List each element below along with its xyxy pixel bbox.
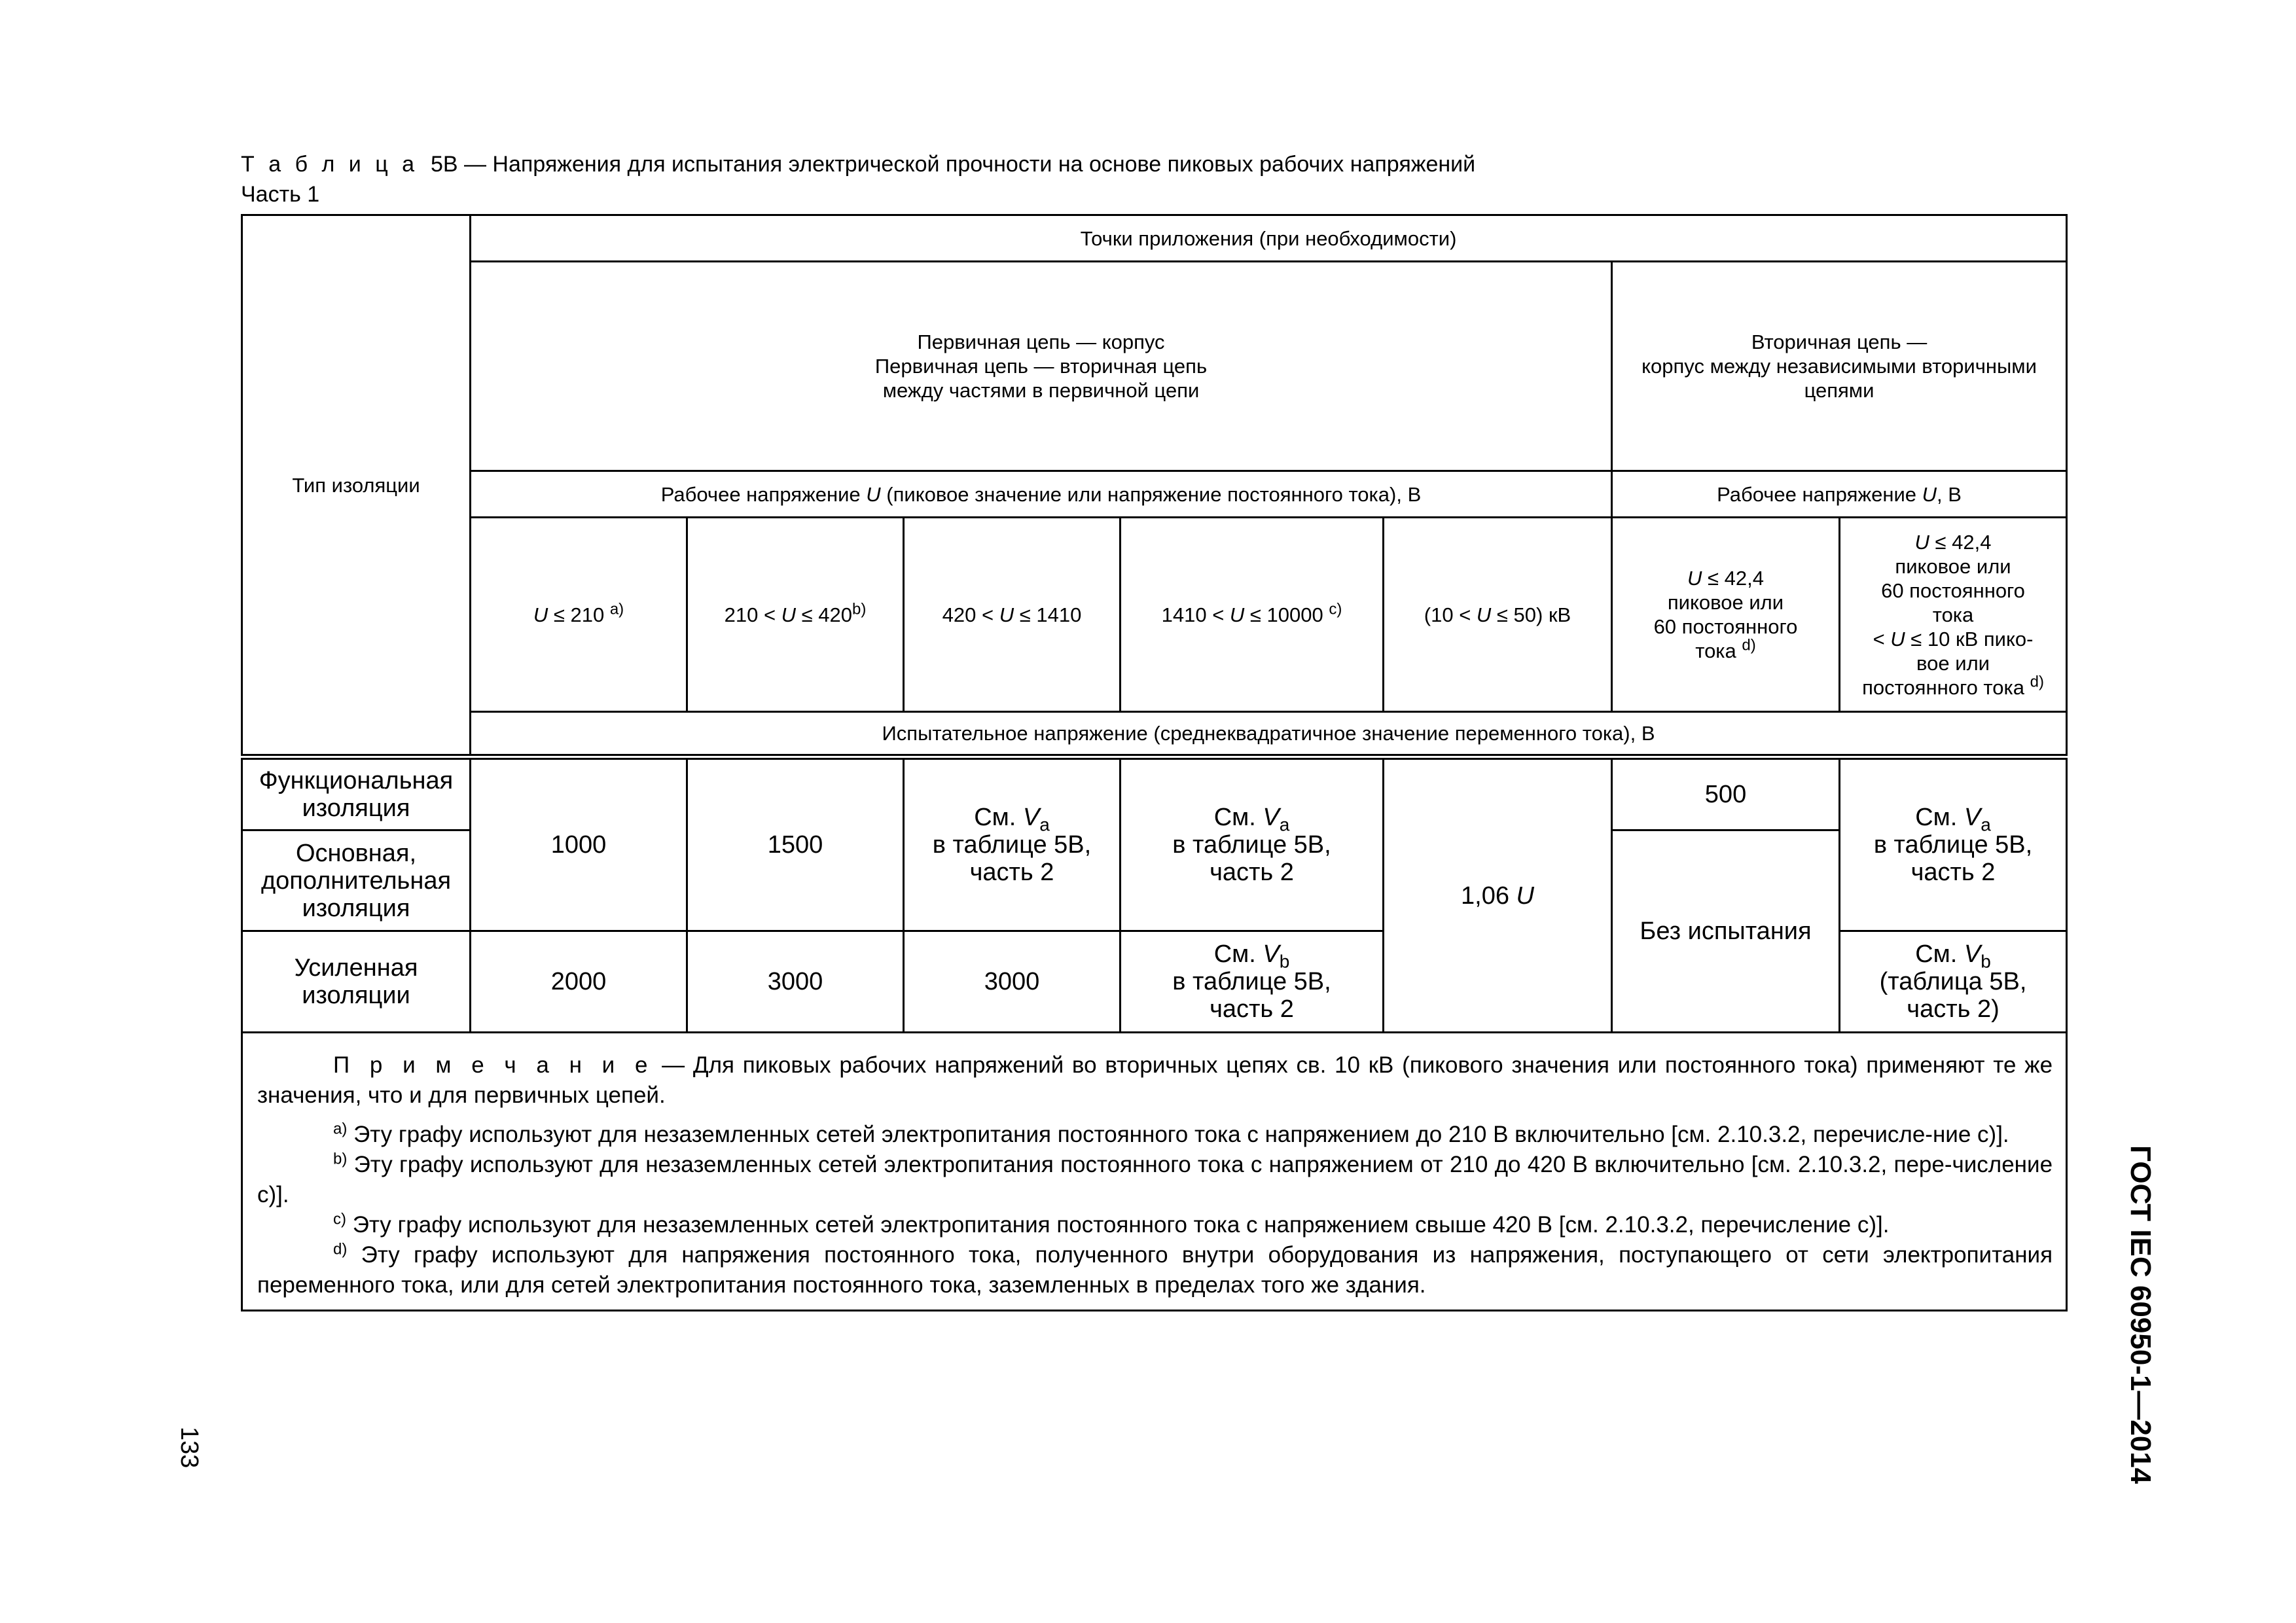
insulation-type-header: Тип изоляции: [242, 215, 471, 757]
document-standard-title: ГОСТ IEC 60950-1—2014: [2125, 1145, 2157, 1484]
range-210-420: $210 < U \le 420^{b)}$: [687, 518, 904, 712]
footnote-d: $^{d)}$ Эту графу используют для напряжения постоянного тока, полученного внутри оборудования из напряжения, поступающего от сети электропитания переменного тока, или для сетей электропитания постоянного тока, заземленных в пределах того же здания.: [257, 1240, 2053, 1298]
cell-see-va-3: См. $V_a$ в таблице 5В, часть 2: [1840, 757, 2067, 931]
range-420-1410: 420 < U ≤ 1410: [904, 518, 1121, 712]
table-notes: [242, 1033, 2067, 1311]
voltage-table: [241, 214, 2068, 1311]
primary-circuit-header: Первичная цепь — корпус Первичная цепь — вторичная цепь между частями в первичной цепи: [471, 262, 1612, 471]
note-main: П р и м е ч а н и е — Для пиковых рабочих напряжений во вторичных цепях св. 10 кВ (пикового значения или постоянного тока) применяют те же значения, что и для первичных цепей.: [257, 1052, 2053, 1108]
row-basic-label: Основная, дополнительная изоляция: [242, 830, 471, 931]
range-10-50-kv: (10 < U ≤ 50) кВ: [1384, 518, 1612, 712]
row-functional-label: Функциональная изоляция: [242, 757, 471, 830]
cell-1000: 1000: [471, 757, 687, 931]
cell-3000-b: 3000: [904, 931, 1121, 1033]
cell-see-va-2: См. $V_a$ в таблице 5В, часть 2: [1121, 757, 1384, 931]
table-caption: [241, 149, 1475, 209]
table-title: 5В — Напряжения для испытания электрической прочности на основе пиковых рабочих напряжений: [430, 152, 1476, 177]
cell-500: 500: [1612, 757, 1840, 830]
range-u-210: U ≤ 210 $^{a)}$: [471, 518, 687, 712]
working-voltage-primary: Рабочее напряжение U (пиковое значение или напряжение постоянного тока), В: [471, 471, 1612, 518]
table-word: Т а б л и ц а: [241, 152, 419, 177]
cell-see-va-1: См. $V_a$ в таблице 5В, часть 2: [904, 757, 1121, 931]
table-part: Часть 1: [241, 182, 320, 207]
row-reinforced-label: Усиленная изоляции: [242, 931, 471, 1033]
range-secondary-10kv: U ≤ 42,4 пиковое или 60 постоянного тока < U ≤ 10 кВ пико- вое или постоянного тока $^{d)}$: [1840, 518, 2067, 712]
secondary-circuit-header: Вторичная цепь — корпус между независимыми вторичными цепями: [1612, 262, 2067, 471]
cell-2000: 2000: [471, 931, 687, 1033]
page-number: 133: [175, 1427, 203, 1469]
cell-see-vb-2: См. $V_b$ (таблица 5В, часть 2): [1840, 931, 2067, 1033]
test-voltage-header: Испытательное напряжение (среднеквадратичное значение переменного тока), В: [471, 712, 2067, 757]
footnote-b: $^{b)}$ Эту графу используют для незаземленных сетей электропитания постоянного тока с напряжением от 210 до 420 В включительно [см. 2.10.3.2, пере-числение с)].: [257, 1150, 2053, 1207]
cell-3000-a: 3000: [687, 931, 904, 1033]
cell-1-06-u: 1,06 U: [1384, 757, 1612, 1033]
application-points-header: Точки приложения (при необходимости): [471, 215, 2067, 262]
range-secondary-42: U ≤ 42,4 пиковое или 60 постоянного тока $^{d)}$: [1612, 518, 1840, 712]
footnote-c: $^{c)}$ Эту графу используют для незаземленных сетей электропитания постоянного тока с напряжением свыше 420 В [см. 2.10.3.2, перечисление с)].: [333, 1210, 1890, 1238]
footnote-a: $^{a)}$ Эту графу используют для незаземленных сетей электропитания постоянного тока с напряжением до 210 В включительно [см. 2.10.3.2, перечисле-ние с)].: [333, 1120, 2009, 1147]
working-voltage-secondary: Рабочее напряжение U, В: [1612, 471, 2067, 518]
cell-see-vb-1: См. $V_b$ в таблице 5В, часть 2: [1121, 931, 1384, 1033]
cell-no-test: Без испытания: [1612, 830, 1840, 1033]
cell-1500: 1500: [687, 757, 904, 931]
range-1410-10000: 1410 < U ≤ 10000 $^{c)}$: [1121, 518, 1384, 712]
